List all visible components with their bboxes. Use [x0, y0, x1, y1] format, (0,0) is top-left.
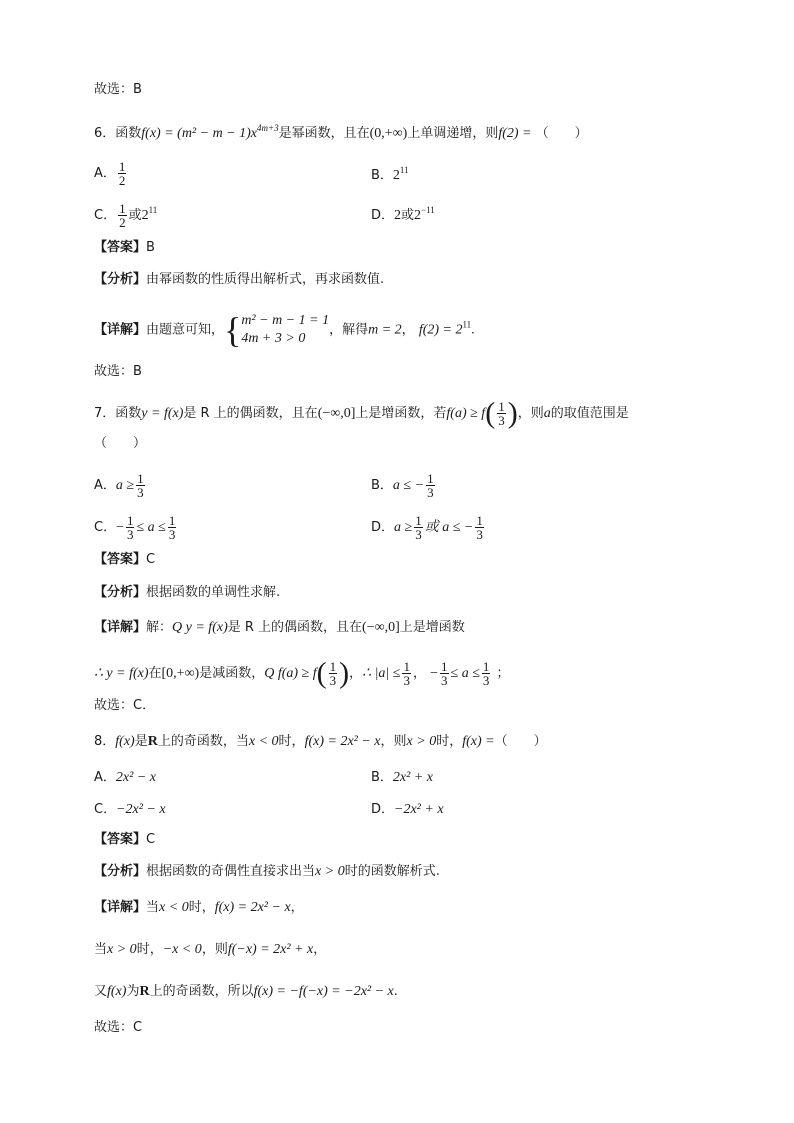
equation-system: m² − m − 1 = 1 4m + 3 > 0: [241, 313, 330, 346]
q6-option-a: [94, 160, 128, 187]
q6-option-b: B．$2^{11}$: [371, 165, 409, 183]
detail-label: 【详解】: [94, 322, 147, 338]
q8-conclusion: 故选：C: [94, 1020, 143, 1035]
q7-option-b: B．a ≤ − $\frac{1}{3}$: [371, 471, 434, 500]
q7-analysis: 【分析】根据函数的单调性求解.: [94, 585, 281, 600]
q8-detail-3: 又f(x)为R上的奇函数，所以f(x) = −f(−x) = −2x² − x.: [94, 984, 398, 999]
fraction: $\frac{1}{2}$: [118, 159, 126, 188]
option-label: A．: [94, 166, 116, 181]
q8-option-b: B．2x² + x: [371, 770, 433, 785]
q8-stem: 8．f(x)是R上的奇函数，当x < 0时，f(x) = 2x² − x，则x > 0时，f(x) =（ ）: [94, 734, 547, 749]
fraction: $\frac{1}{2}$: [119, 201, 126, 230]
analysis-label: 【分析】: [94, 272, 147, 287]
prev-conclusion: [94, 80, 142, 100]
q6-blank: （ ）: [535, 126, 588, 141]
q8-option-c: C．−2x² − x: [94, 802, 166, 817]
q8-answer: 【答案】C: [94, 832, 156, 847]
q7-option-a: A．a ≥ $\frac{1}{3}$: [94, 471, 144, 500]
option-label: C．: [94, 208, 117, 223]
q6-function: f(x) = (m² − m − 1)x: [141, 126, 258, 141]
q8-analysis: 【分析】根据函数的奇偶性直接求出当x > 0时的函数解析式.: [94, 864, 440, 879]
q6-f2: f(2) =: [498, 126, 532, 141]
q8-detail-2: 当x > 0时，−x < 0，则f(−x) = 2x² + x，: [94, 942, 327, 957]
fraction: $\frac{1}{3}$: [498, 399, 505, 428]
q7-stem: 7．函数y = f(x)是 R 上的偶函数，且在(−∞,0]上是增函数，若f(a) ≥ f( $\frac{1}{3}$ )，则a的取值范围是: [94, 396, 629, 430]
q6-answer: 【答案】B: [94, 240, 155, 255]
q6-stem-text: 上单调递增，则: [407, 126, 499, 141]
option-label: D．: [371, 208, 395, 223]
answer-label: 【答案】: [94, 240, 147, 255]
q7-detail-2: ∴ y = f(x)在[0,+∞)是减函数，Q f(a) ≥ f( $\frac{1}{3}$ )，∴ |a| ≤ $\frac{1}{3}$ ， − $\frac{1}{3}$ ≤ a ≤ $\frac{1}{3}$ ；: [94, 656, 510, 690]
q7-option-d: D．a ≥ $\frac{1}{3}$ 或 a ≤ − $\frac{1}{3}$: [371, 513, 483, 542]
option-label: B．: [371, 168, 393, 183]
q7-answer: 【答案】C: [94, 552, 156, 567]
q6-stem-text: 是幂函数，且在: [278, 126, 370, 141]
q6-exponent: 4m+3: [257, 123, 279, 133]
q8-option-d: D．−2x² + x: [371, 802, 444, 817]
q6-option-d: D．2或$2^{-11}$: [371, 205, 435, 223]
q6-conclusion: 故选：B: [94, 364, 142, 379]
q6-stem: [94, 118, 588, 144]
conclusion-text: 故选：B: [94, 82, 142, 97]
q7-detail: 【详解】解：Q y = f(x)是 R 上的偶函数，且在(−∞,0]上是增函数: [94, 620, 465, 635]
q6-stem-text: 6．函数: [94, 126, 142, 141]
q8-option-a: A．2x² − x: [94, 770, 156, 785]
q7-conclusion: 故选：C．: [94, 698, 156, 713]
q7-blank: （ ）: [94, 436, 147, 451]
q6-option-c: C． $\frac{1}{2}$ 或$2^{11}$: [94, 201, 158, 230]
q6-interval: (0,+∞): [369, 126, 408, 141]
q6-analysis: 【分析】由幂函数的性质得出解析式，再求函数值.: [94, 272, 385, 287]
q8-detail: 【详解】当x < 0时，f(x) = 2x² − x，: [94, 900, 304, 915]
q7-option-c: C．− $\frac{1}{3}$ ≤ a ≤ $\frac{1}{3}$: [94, 513, 176, 542]
brace: {: [224, 310, 242, 350]
q6-detail: 【详解】由题意可知，{ m² − m − 1 = 1 4m + 3 > 0 ，解得m = 2， $f(2) = 2^{11}$.: [94, 310, 475, 350]
